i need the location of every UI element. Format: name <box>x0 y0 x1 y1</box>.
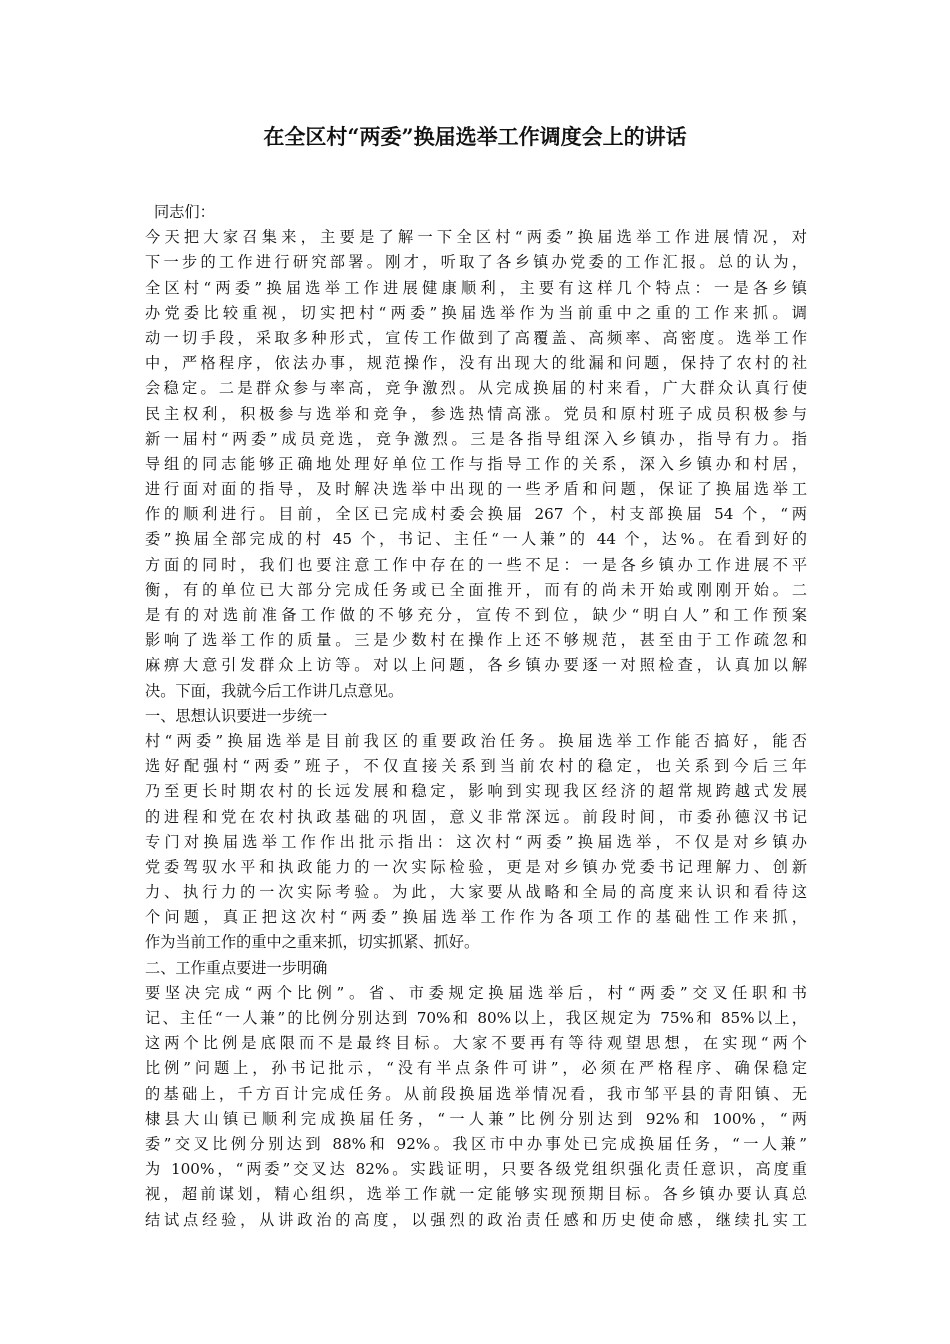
body-line: 导组的同志能够正确地处理好单位工作与指导工作的关系，深入乡镇办和村居， <box>145 454 807 473</box>
body-line: 委”换届全部完成的村 45 个，书记、主任“一人兼”的 44 个，达%。在看到好的 <box>145 530 807 549</box>
body-line: 动一切手段，采取多种形式，宣传工作做到了高覆盖、高频率、高密度。选举工作 <box>145 328 807 347</box>
document-title: 在全区村“两委”换届选举工作调度会上的讲话 <box>263 124 687 149</box>
body-line: 力、执行力的一次实际考验。为此，大家要从战略和全局的高度来认识和看待这 <box>145 883 807 902</box>
body-line: 办党委比较重视，切实把村“两委”换届选举作为当前重中之重的工作来抓。调 <box>145 303 807 322</box>
body-line: 选好配强村“两委”班子，不仅直接关系到当前农村的稳定，也关系到今后三年 <box>145 757 807 776</box>
body-line: 影响了选举工作的质量。三是少数村在操作上还不够规范，甚至由于工作疏忽和 <box>145 631 807 650</box>
body-line: 会稳定。二是群众参与率高，竞争激烈。从完成换届的村来看，广大群众认真行使 <box>145 379 807 398</box>
body-line: 下一步的工作进行研究部署。刚才，听取了各乡镇办党委的工作汇报。总的认为， <box>145 253 807 272</box>
salutation-line: 同志们： <box>154 203 215 221</box>
body-line: 全区村“两委”换届选举工作进展健康顺利，主要有这样几个特点：一是各乡镇 <box>145 278 807 297</box>
body-line: 棣县大山镇已顺利完成换届任务，“一人兼”比例分别达到 92%和 100%，“两 <box>145 1109 807 1128</box>
body-line: 进行面对面的指导，及时解决选举中出现的一些矛盾和问题，保证了换届选举工 <box>145 480 807 499</box>
body-line: 记、主任“一人兼”的比例分别达到 70%和 80%以上，我区规定为 75%和 85%以上， <box>145 1009 807 1027</box>
section-heading-1: 一、思想认识要进一步统一 <box>145 706 328 725</box>
body-line: 是有的对选前准备工作做的不够充分，宣传不到位，缺少“明白人”和工作预案 <box>145 606 807 624</box>
body-line: 比例”问题上，孙书记批示，“没有半点条件可讲”，必须在严格程序、确保稳定 <box>145 1059 807 1078</box>
body-line: 为 100%，“两委”交叉达 82%。实践证明，只要各级党组织强化责任意识，高度重 <box>145 1160 807 1179</box>
body-line: 专门对换届选举工作作出批示指出：这次村“两委”换届选举，不仅是对乡镇办 <box>145 832 807 851</box>
document-body <box>145 200 807 1233</box>
body-line: 方面的同时，我们也要注意工作中存在的一些不足：一是各乡镇办工作进展不平 <box>145 555 807 574</box>
body-line: 新一届村“两委”成员竞选，竞争激烈。三是各指导组深入乡镇办，指导有力。指 <box>145 429 807 448</box>
body-line: 村“两委”换届选举是目前我区的重要政治任务。换届选举工作能否搞好，能否 <box>145 731 807 750</box>
body-line: 决。下面，我就今后工作讲几点意见。 <box>145 681 404 700</box>
body-line: 民主权利，积极参与选举和竞争，参选热情高涨。党员和原村班子成员积极参与 <box>145 404 807 423</box>
body-line: 这两个比例是底限而不是最终目标。大家不要再有等待观望思想，在实现“两个 <box>145 1034 807 1053</box>
body-line: 委”交叉比例分别达到 88%和 92%。我区市中办事处已完成换届任务，“一人兼” <box>145 1134 807 1153</box>
body-line: 乃至更长时期农村的长远发展和稳定，影响到实现我区经济的超常规跨越式发展 <box>145 782 807 801</box>
body-line: 的进程和党在农村执政基础的巩固，意义非常深远。前段时间，市委孙德汉书记 <box>145 807 807 826</box>
section-heading-2: 二、工作重点要进一步明确 <box>145 958 328 977</box>
body-line: 的基础上，千方百计完成任务。从前段换届选举情况看，我市邹平县的青阳镇、无 <box>145 1084 807 1103</box>
body-line: 麻痹大意引发群众上访等。对以上问题，各乡镇办要逐一对照检查，认真加以解 <box>145 656 807 675</box>
body-line: 要坚决完成“两个比例”。省、市委规定换届选举后，村“两委”交叉任职和书 <box>145 983 807 1002</box>
body-line: 作为当前工作的重中之重来抓，切实抓紧、抓好。 <box>145 933 480 952</box>
body-line: 今天把大家召集来，主要是了解一下全区村“两委”换届选举工作进展情况，对 <box>145 228 807 247</box>
body-line: 衡，有的单位已大部分完成任务或已全面推开，而有的尚未开始或刚刚开始。二 <box>145 580 807 599</box>
body-line: 作的顺利进行。目前，全区已完成村委会换届 267 个，村支部换届 54 个，“两 <box>145 505 807 524</box>
body-line: 中，严格程序，依法办事，规范操作，没有出现大的纰漏和问题，保持了农村的社 <box>145 354 807 373</box>
body-line: 视，超前谋划，精心组织，选举工作就一定能够实现预期目标。各乡镇办要认真总 <box>145 1185 807 1204</box>
body-line: 结试点经验，从讲政治的高度，以强烈的政治责任感和历史使命感，继续扎实工 <box>145 1210 807 1229</box>
body-line: 党委驾驭水平和执政能力的一次实际检验，更是对乡镇办党委书记理解力、创新 <box>145 857 807 876</box>
body-line: 个问题，真正把这次村“两委”换届选举工作作为各项工作的基础性工作来抓， <box>145 908 807 927</box>
